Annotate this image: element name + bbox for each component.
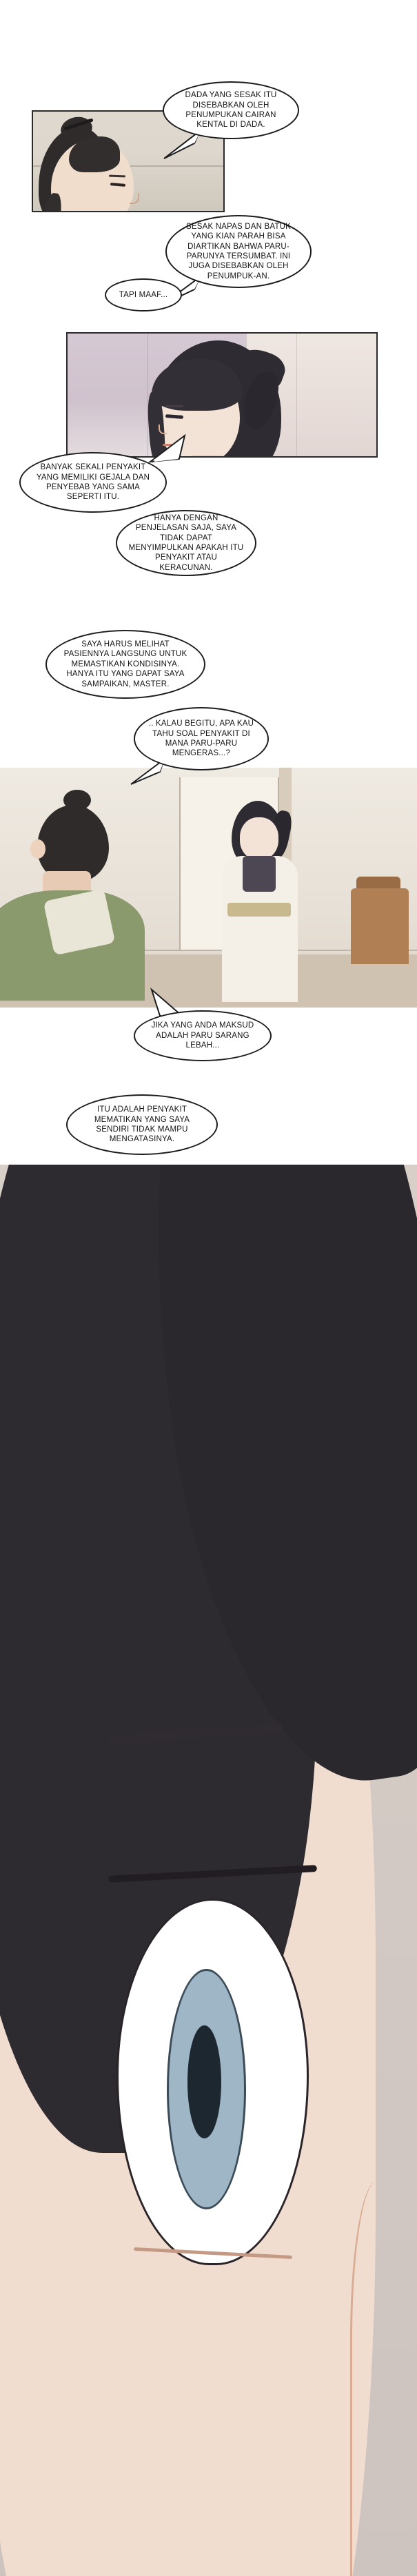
right-man-collar (243, 856, 276, 892)
wooden-chair (351, 888, 409, 964)
speech-bubble-beehive-lung (134, 1010, 272, 1061)
panel-two-men-room (0, 768, 417, 1008)
left-man-bun (63, 790, 91, 810)
speech-bubble-beehive-lung-text: JIKA YANG ANDA MAKSUD ADALAH PARU SARANG LEBAH... (151, 1021, 254, 1050)
wall-edge-2 (296, 334, 297, 456)
speech-bubble-but-sorry-text: TAPI MAAF... (119, 290, 168, 299)
speech-bubble-cannot-conclude-text: HANYA DENGAN PENJELASAN SAJA, SAYA TIDAK DAPAT MENYIMPULKAN APAKAH ITU PENYAKIT ATAU KERACUNAN. (128, 513, 244, 572)
pupil (187, 2025, 221, 2138)
speech-bubble-cannot-conclude (116, 510, 256, 576)
left-man-ear (30, 839, 45, 859)
panel-eye-closeup (0, 1165, 417, 2576)
nose-bridge (350, 2181, 417, 2576)
nose (159, 425, 167, 434)
speech-bubble-shortness-of-breath-text: SESAK NAPAS DAN BATUK YANG KIAN PARAH BISA DIARTIKAN BAHWA PARU-PARUNYA TERSUMBAT. INI JUGA DISEBABKAN OLEH PENUMPUK-AN. (185, 222, 292, 280)
speech-bubble-must-see-patient (45, 630, 205, 699)
right-man-sash (227, 903, 291, 917)
speech-bubble-which-lung-text: .. KALAU BEGITU, APA KAU TAHU SOAL PENYAKIT DI MANA PARU-PARU MENGERAS...? (148, 719, 254, 758)
speech-bubble-but-sorry (105, 278, 182, 311)
speech-bubble-chest-tightness (163, 81, 299, 139)
speech-tail-4 (149, 434, 187, 466)
neck (189, 455, 226, 458)
speech-bubble-many-diseases-text: BANYAK SEKALI PENYAKIT YANG MEMILIKI GEJALA DAN PENYEBAB YANG SAMA SEPERTI ITU. (36, 463, 150, 502)
speech-bubble-many-diseases (19, 452, 167, 513)
panel-young-physician-profile (66, 332, 378, 458)
speech-bubble-shortness-of-breath (165, 215, 312, 288)
speech-bubble-deadly-disease-text: ITU ADALAH PENYAKIT MEMATIKAN YANG SAYA SENDIRI TIDAK MAMPU MENGATASINYA. (94, 1105, 190, 1144)
right-man-face (240, 817, 278, 860)
speech-bubble-must-see-patient-text: SAYA HARUS MELIHAT PASIENNYA LANGSUNG UNTUK MEMASTIKAN KONDISINYA. HANYA ITU YANG DAPAT SAYA SAMPAIKAN, MASTER. (63, 640, 187, 688)
speech-bubble-which-lung (134, 707, 269, 770)
speech-bubble-chest-tightness-text: DADA YANG SESAK ITU DISEBABKAN OLEH PENUMPUKAN CAIRAN KENTAL DI DADA. (185, 91, 277, 130)
eyebrow (165, 405, 183, 407)
speech-bubble-deadly-disease (66, 1094, 218, 1155)
